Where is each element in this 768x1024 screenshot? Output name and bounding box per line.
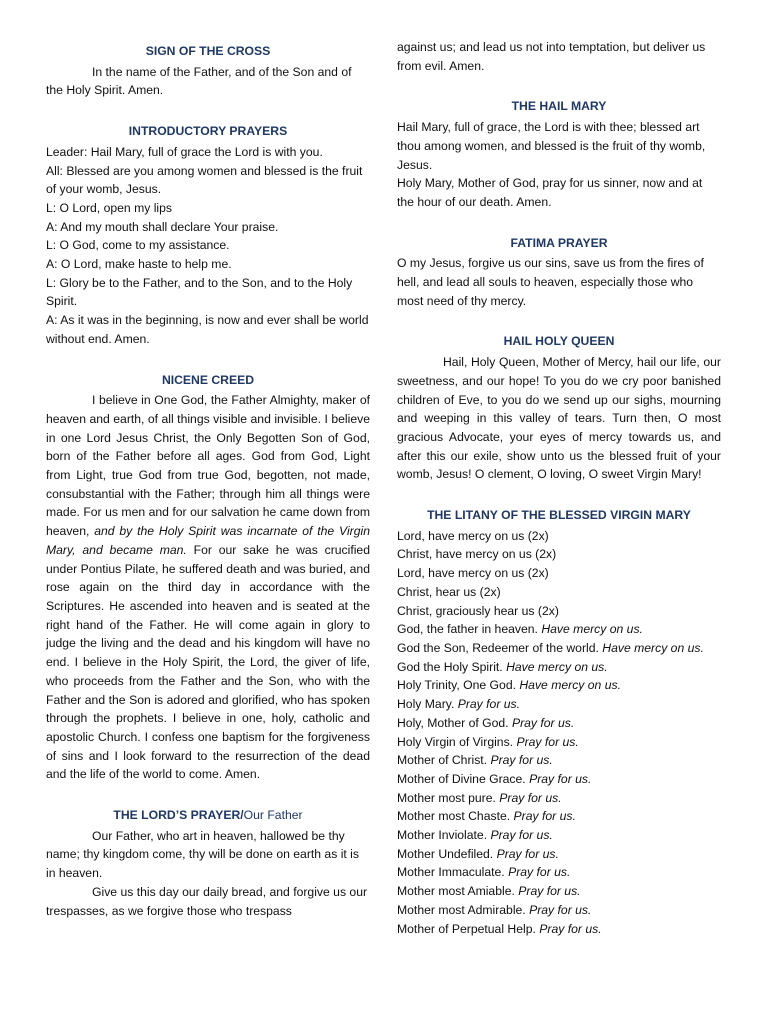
heading-nicene-creed: NICENE CREED: [161, 372, 255, 387]
litany-item: [397, 695, 721, 714]
nicene-part-1: I believe in One God, the Father Almighty, maker of heaven and earth, of all things visible and invisible. I believe in one Lord Jesus Christ, the Only Begotten Son of God, born of the Father before all ages. God from God, Light from Light, true God from true God, begotten, not made, consubstantial with the Father; through him all things were made. For us men and for our salvation he came down from heaven,: [46, 393, 370, 539]
litany-response: Pray for us.: [490, 753, 553, 768]
litany-response: Pray for us.: [518, 884, 581, 899]
litany-call: God the Holy Spirit.: [397, 659, 507, 674]
litany-item: [397, 845, 721, 864]
litany-call: Holy Mary.: [397, 697, 458, 712]
litany-call: Mother of Divine Grace.: [397, 771, 530, 786]
litany-item: [397, 826, 721, 845]
heading-litany: THE LITANY OF THE BLESSED VIRGIN MARY: [427, 508, 691, 523]
litany-item: [397, 920, 721, 939]
litany-call: Mother Undefiled.: [397, 846, 497, 861]
section-nicene-creed: [46, 367, 370, 784]
litany-response: Have mercy on us.: [602, 640, 704, 655]
litany-response: Have mercy on us.: [519, 678, 621, 693]
litany-response: Pray for us.: [539, 921, 602, 936]
litany-item: [397, 733, 721, 752]
litany-call: Mother of Perpetual Help.: [397, 921, 540, 936]
litany-call: Christ, have mercy on us (2x): [397, 547, 557, 562]
litany-response: Pray for us.: [490, 828, 553, 843]
section-hail-mary: [397, 93, 721, 211]
litany-item: [397, 714, 721, 733]
litany-item: [397, 789, 721, 808]
heading-hail-mary: THE HAIL MARY: [511, 99, 607, 114]
litany-call: Mother most Admirable.: [397, 902, 530, 917]
litany-item: [397, 770, 721, 789]
hail-holy-queen-text: Hail, Holy Queen, Mother of Mercy, hail our life, our sweetness, and our hope! To you do we cry poor banished children of Eve, to you do we send up our sighs, mourning and weeping in this valley of tears. Turn then, O most gracious Advocate, your eyes of mercy towards us, and after this our exile, show unto us the blessed fruit of your womb, Jesus! O clement, O loving, O sweet Virgin Mary!: [397, 355, 721, 482]
litany-call: Lord, have mercy on us (2x): [397, 528, 549, 543]
fatima-prayer-text: O my Jesus, forgive us our sins, save us from the fires of hell, and lead all souls to heaven, especially those who most need of thy mercy.: [397, 256, 704, 308]
litany-item: [397, 545, 721, 564]
lords-prayer-heading-plain: Our Father: [243, 808, 303, 823]
litany-item: [397, 863, 721, 882]
litany-call: Christ, graciously hear us (2x): [397, 603, 559, 618]
left-column: [46, 38, 370, 938]
litany-list: [397, 527, 721, 938]
litany-item: [397, 658, 721, 677]
intro-line: A: And my mouth shall declare Your praise.: [46, 219, 279, 234]
lords-prayer-para-1: Our Father, who art in heaven, hallowed be thy name; thy kingdom come, thy will be done on earth as it is in heaven.: [46, 828, 359, 881]
section-hail-holy-queen: [397, 328, 721, 484]
litany-call: Holy Virgin of Virgins.: [397, 734, 517, 749]
litany-response: Pray for us.: [508, 865, 571, 880]
hail-mary-para-1: Hail Mary, full of grace, the Lord is with thee; blessed art thou among women, and blessed is the fruit of thy womb, Jesus.: [397, 120, 706, 172]
intro-line: A: O Lord, make haste to help me.: [46, 257, 232, 272]
litany-response: Pray for us.: [529, 771, 592, 786]
intro-line: A: As it was in the beginning, is now and ever shall be world without end. Amen.: [46, 313, 369, 346]
litany-response: Pray for us.: [511, 715, 575, 730]
section-fatima-prayer: [397, 230, 721, 311]
litany-response: Pray for us.: [496, 846, 559, 861]
section-sign-of-cross: [46, 38, 370, 100]
intro-line: Leader: Hail Mary, full of grace the Lord is with you.: [46, 144, 323, 159]
litany-call: Mother Inviolate.: [397, 828, 491, 843]
intro-line: L: O Lord, open my lips: [46, 200, 172, 215]
intro-line: All: Blessed are you among women and blessed is the fruit of your womb, Jesus.: [46, 163, 363, 197]
section-lords-prayer: [46, 802, 370, 920]
litany-item: [397, 620, 721, 639]
litany-call: God, the father in heaven.: [397, 622, 542, 637]
right-column: [397, 38, 721, 956]
litany-response: Have mercy on us.: [541, 622, 643, 637]
litany-item: [397, 527, 721, 546]
litany-call: Christ, hear us (2x): [397, 584, 501, 599]
intro-line: L: O God, come to my assistance.: [46, 238, 230, 253]
heading-sign-of-cross: SIGN OF THE CROSS: [145, 44, 271, 58]
litany-item: [397, 882, 721, 901]
hail-mary-para-2: Holy Mary, Mother of God, pray for us sinner, now and at the hour of our death. Amen.: [397, 176, 703, 209]
section-lords-prayer-continued: [397, 38, 721, 75]
lords-prayer-heading-bold: THE LORD’S PRAYER/: [113, 808, 244, 823]
litany-response: Pray for us.: [516, 734, 579, 749]
litany-call: Mother most pure.: [397, 790, 500, 805]
litany-call: God the Son, Redeemer of the world.: [397, 640, 603, 655]
heading-introductory-prayers: INTRODUCTORY PRAYERS: [128, 124, 288, 139]
litany-call: Holy, Mother of God.: [397, 715, 512, 730]
litany-item: [397, 751, 721, 770]
lords-prayer-continuation: against us; and lead us not into temptation, but deliver us from evil. Amen.: [397, 40, 706, 73]
nicene-creed-text: [46, 391, 370, 784]
heading-hail-holy-queen: HAIL HOLY QUEEN: [503, 334, 615, 349]
sign-of-cross-text: In the name of the Father, and of the Son and of the Holy Spirit. Amen.: [46, 64, 352, 98]
litany-response: Pray for us.: [513, 809, 576, 824]
litany-item: [397, 602, 721, 621]
lords-prayer-para-2: Give us this day our daily bread, and forgive us our trespasses, as we forgive those who trespass: [46, 884, 368, 918]
nicene-part-2: For our sake he was crucified under Pontius Pilate, he suffered death and was buried, and rose again on the third day in accordance with the Scriptures. He ascended into heaven and is seated at the right hand of the Father. He will come again in glory to judge the living and the dead and his kingdom will have no end. I believe in the Holy Spirit, the Lord, the giver of life, who proceeds from the Father and the Son, who with the Father and the Son is adored and glorified, who has spoken through the prophets. I believe in one, holy, catholic and apostolic Church. I confess one baptism for the forgiveness of sins and I look forward to the resurrection of the dead and the life of the world to come. Amen.: [46, 542, 370, 782]
litany-call: Mother most Amiable.: [397, 884, 519, 899]
litany-call: Mother most Chaste.: [397, 809, 514, 824]
section-litany: [397, 502, 721, 938]
nicene-italic: and by the Holy Spirit was incarnate of the Virgin Mary, and became man.: [46, 524, 370, 557]
litany-item: [397, 564, 721, 583]
litany-call: Holy Trinity, One God.: [397, 678, 520, 693]
litany-item: [397, 807, 721, 826]
litany-response: Have mercy on us.: [506, 659, 608, 674]
litany-call: Lord, have mercy on us (2x): [397, 566, 549, 581]
litany-response: Pray for us.: [499, 790, 562, 805]
section-introductory-prayers: [46, 118, 370, 348]
heading-fatima-prayer: FATIMA PRAYER: [510, 235, 608, 250]
intro-line: L: Glory be to the Father, and to the Son, and to the Holy Spirit.: [46, 275, 353, 309]
litany-call: Mother Immaculate.: [397, 865, 509, 880]
litany-response: Pray for us.: [457, 697, 521, 712]
litany-response: Pray for us.: [529, 902, 592, 917]
litany-item: [397, 901, 721, 920]
heading-lords-prayer: [46, 802, 370, 827]
litany-item: [397, 639, 721, 658]
litany-call: Mother of Christ.: [397, 753, 491, 768]
litany-item: [397, 583, 721, 602]
litany-item: [397, 676, 721, 695]
